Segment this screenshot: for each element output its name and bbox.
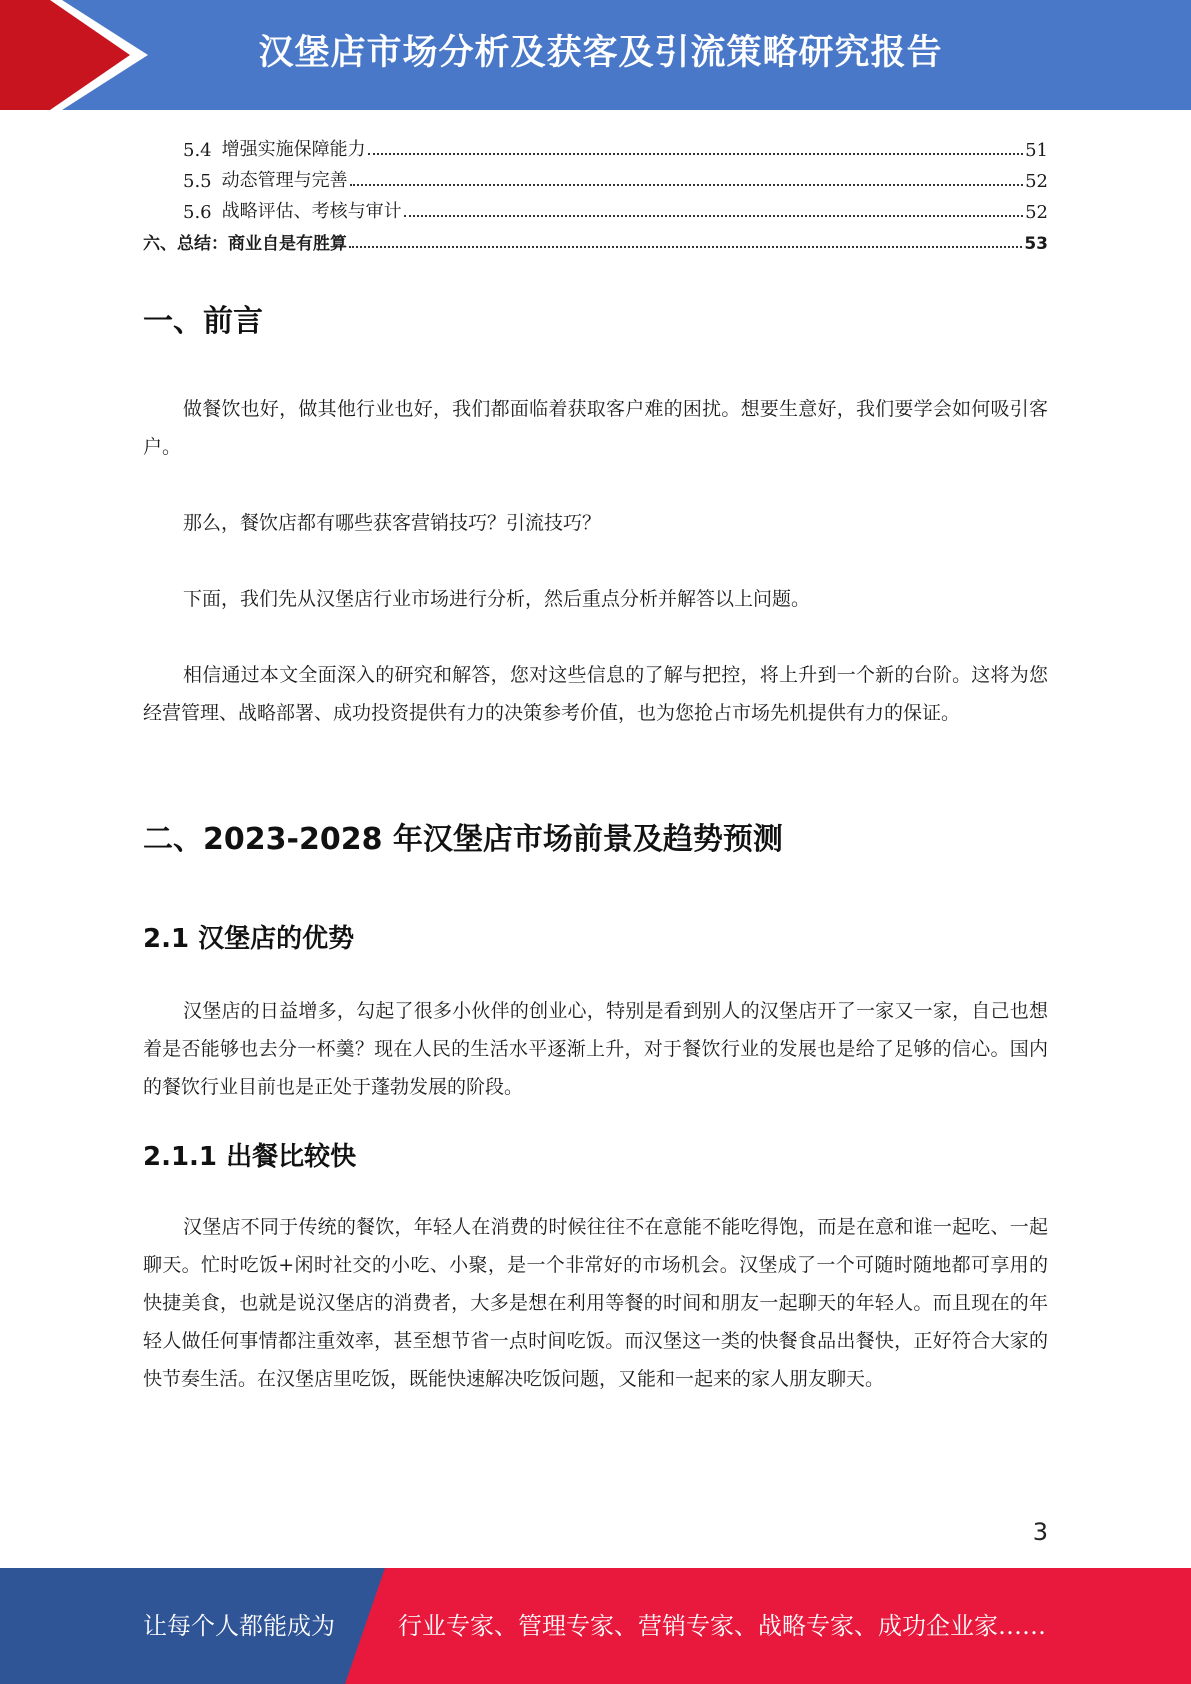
page-footer: [0, 1568, 1191, 1684]
page-header: [0, 0, 1191, 110]
toc-leader-dots: [350, 183, 1023, 186]
toc-entry[interactable]: [143, 161, 1048, 192]
toc-entry-number: 5.4: [183, 140, 212, 161]
body-paragraph: 那么，餐饮店都有哪些获客营销技巧？引流技巧？: [183, 512, 602, 534]
body-paragraph: 相信通过本文全面深入的研究和解答，您对这些信息的了解与把控，将上升到一个新的台阶。这将为您经营管理、战略部署、成功投资提供有力的决策参考价值，也为您抢占市场先机提供有力的保证。: [143, 664, 1048, 724]
body-paragraph: 下面，我们先从汉堡店行业市场进行分析，然后重点分析并解答以上问题。: [183, 588, 811, 610]
body-paragraph: 做餐饮也好，做其他行业也好，我们都面临着获取客户难的困扰。想要生意好，我们要学会如何吸引客户。: [143, 398, 1048, 458]
toc-entry[interactable]: [143, 130, 1048, 161]
toc-leader-dots: [349, 245, 1022, 248]
toc-leader-dots: [368, 152, 1023, 155]
toc-entry-page: 52: [1025, 171, 1048, 192]
footer-slogan-right: 行业专家、管理专家、营销专家、战略专家、成功企业家……: [398, 1612, 1046, 1640]
toc-entry-number: 5.6: [183, 202, 212, 223]
toc-entry-page: 51: [1025, 140, 1048, 161]
toc-entry-page: 52: [1025, 202, 1048, 223]
section-heading: 一、前言: [143, 304, 263, 339]
body-paragraph: 汉堡店不同于传统的餐饮，年轻人在消费的时候往往不在意能不能吃得饱，而是在意和谁一起吃、一起聊天。忙时吃饭+闲时社交的小吃、小聚，是一个非常好的市场机会。汉堡成了一个可随时随地都可享用的快捷美食，也就是说汉堡店的消费者，大多是想在利用等餐的时间和朋友一起聊天的年轻人。而且现在的年轻人做任何事情都注重效率，甚至想节省一点时间吃饭。而汉堡这一类的快餐食品出餐快，正好符合大家的快节奏生活。在汉堡店里吃饭，既能快速解决吃饭问题，又能和一起来的家人朋友聊天。: [143, 1216, 1048, 1390]
body-paragraph: 汉堡店的日益增多，勾起了很多小伙伴的创业心，特别是看到别人的汉堡店开了一家又一家，自己也想着是否能够也去分一杯羹？现在人民的生活水平逐渐上升，对于餐饮行业的发展也是给了足够的信心。国内的餐饮行业目前也是正处于蓬勃发展的阶段。: [143, 1000, 1048, 1098]
section-heading: 二、2023-2028 年汉堡店市场前景及趋势预测: [143, 822, 783, 857]
toc-entry-number: 5.5: [183, 171, 212, 192]
footer-slogan-left: 让每个人都能成为: [143, 1612, 335, 1640]
subsection-heading: 2.1 汉堡店的优势: [143, 924, 355, 954]
toc-entry-page: 53: [1024, 234, 1048, 254]
subsection-heading: 2.1.1 出餐比较快: [143, 1142, 357, 1172]
toc-leader-dots: [404, 214, 1023, 217]
toc-entry-label: 六、总结：商业自是有胜算: [143, 234, 347, 254]
toc-entry-label: 增强实施保障能力: [221, 139, 366, 160]
toc-entry[interactable]: [143, 223, 1048, 254]
page-number: 3: [1032, 1518, 1048, 1546]
toc-entry[interactable]: [143, 192, 1048, 223]
document-title: 汉堡店市场分析及获客及引流策略研究报告: [258, 33, 943, 73]
table-of-contents: [143, 130, 1048, 254]
toc-entry-label: 战略评估、考核与审计: [221, 201, 402, 222]
toc-entry-label: 动态管理与完善: [221, 170, 348, 191]
